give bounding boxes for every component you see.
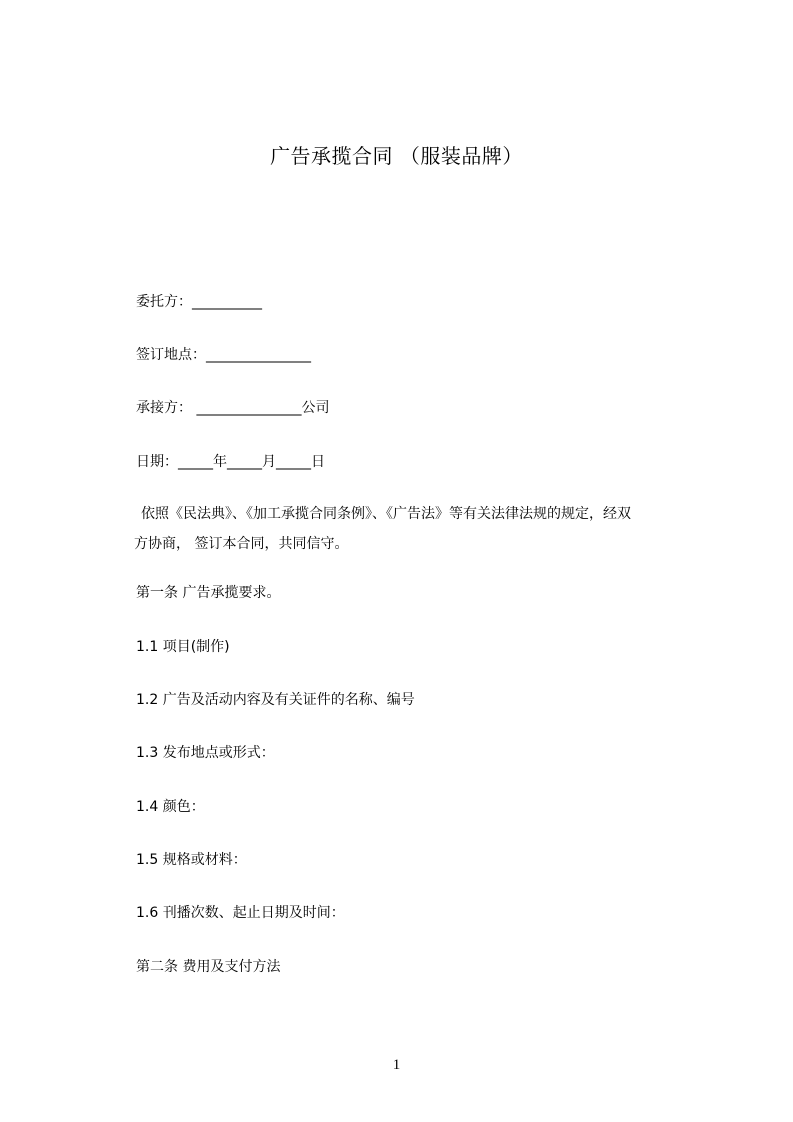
page-number: 1	[392, 1057, 401, 1073]
preamble-line-1: 依照《民法典》、《加工承揽合同条例》、《广告法》等有关法律法规的规定，经双	[141, 506, 631, 522]
article-1-item: 1.2 广告及活动内容及有关证件的名称、编号	[136, 692, 415, 708]
preamble-paragraph	[136, 499, 696, 559]
contractor-field: 承接方： _______________公司	[136, 400, 330, 416]
client-field: 委托方：__________	[136, 294, 262, 310]
article-1-item: 1.5 规格或材料：	[136, 852, 247, 868]
article-2-heading: 第二条 费用及支付方法	[136, 959, 281, 975]
signing-place-field: 签订地点：_______________	[136, 347, 311, 363]
article-1-item: 1.3 发布地点或形式：	[136, 745, 275, 761]
article-1-heading: 第一条 广告承揽要求。	[136, 585, 281, 601]
date-field: 日期：_____年_____月_____日	[136, 454, 325, 470]
preamble-line-2: 方协商， 签订本合同，共同信守。	[134, 536, 349, 552]
article-1-item: 1.1 项目(制作)	[136, 639, 230, 655]
document-title: 广告承揽合同 （服装品牌）	[270, 144, 523, 168]
article-1-item: 1.4 颜色：	[136, 799, 205, 815]
article-1-item: 1.6 刊播次数、起止日期及时间：	[136, 905, 345, 921]
